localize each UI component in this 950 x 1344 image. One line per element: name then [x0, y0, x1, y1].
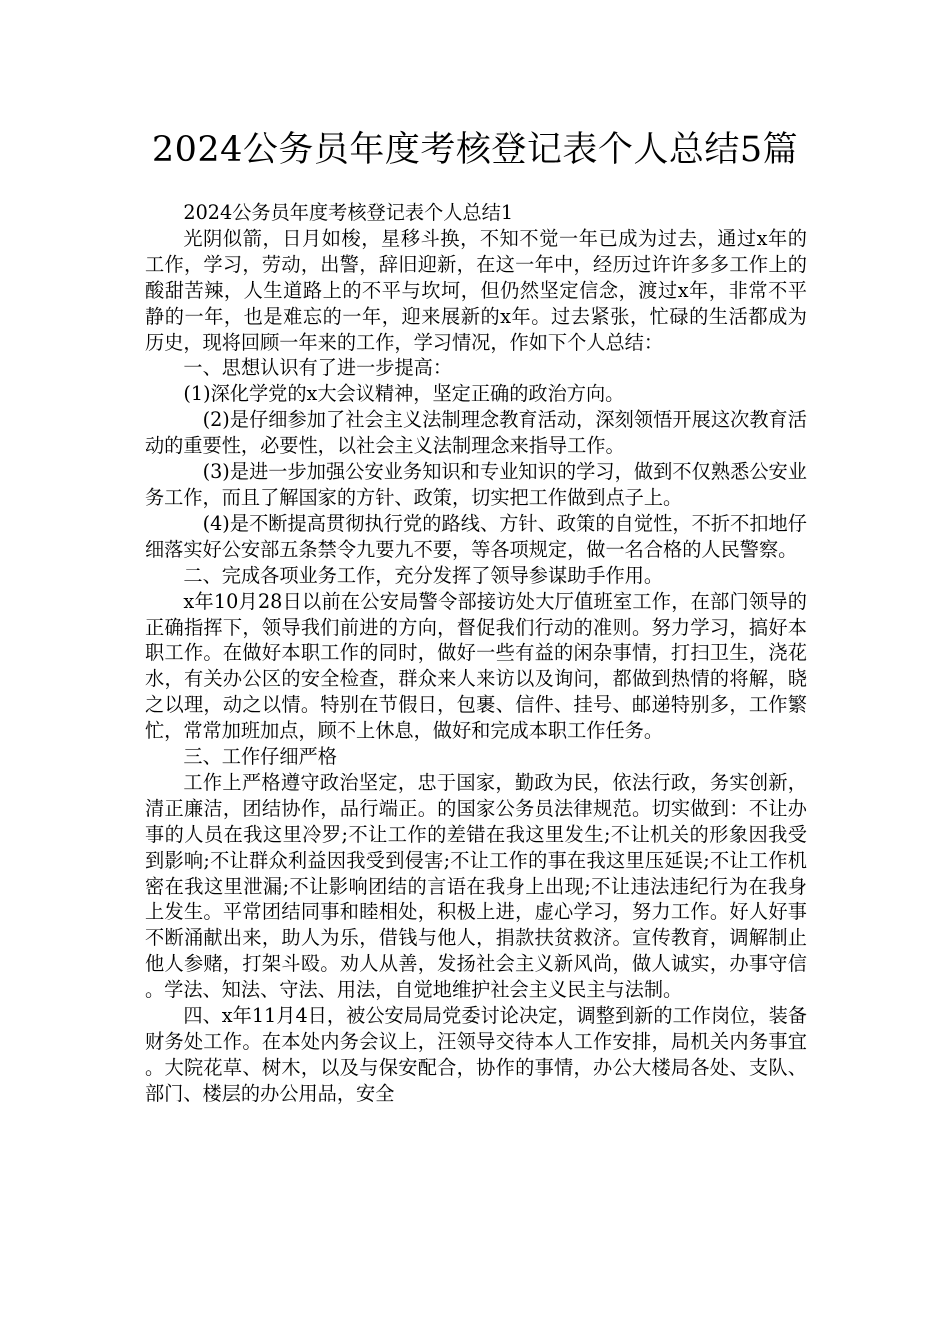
document-body: [145, 200, 807, 1107]
list-item-3: (3)是进一步加强公安业务知识和专业知识的学习，做到不仅熟悉公安业务工作，而且了解国家的方针、政策，切实把工作做到点子上。: [145, 460, 807, 509]
section-subtitle: 2024公务员年度考核登记表个人总结1: [183, 201, 514, 224]
paragraph-section-3: 工作上严格遵守政治坚定，忠于国家，勤政为民，依法行政，务实创新，清正廉洁，团结协作，品行端正。的国家公务员法律规范。切实做到：不让办事的人员在我这里冷罗;不让工作的差错在我这里发生;不让机关的形象因我受到影响;不让群众利益因我受到侵害;不让工作的事在我这里压延误;不让工作机密在我这里泄漏;不让影响团结的言语在我身上出现;不让违法违纪行为在我身上发生。平常团结同事和睦相处，积极上进，虚心学习，努力工作。好人好事不断涌献出来，助人为乐，借钱与他人，捐款扶贫救济。宣传教育，调解制止他人参赌，打架斗殴。劝人从善，发扬社会主义新风尚，做人诚实，办事守信。学法、知法、守法、用法，自觉地维护社会主义民主与法制。: [145, 770, 807, 1002]
paragraph-section-2: x年10月28日以前在公安局警令部接访处大厅值班室工作，在部门领导的正确指挥下，领导我们前进的方向，督促我们行动的准则。努力学习，搞好本职工作。在做好本职工作的同时，做好一些有益的闲杂事情，打扫卫生，浇花水，有关办公区的安全检查，群众来人来访以及询问，都做到热情的将解，晓之以理，动之以情。特别在节假日，包裹、信件、挂号、邮递特别多，工作繁忙，常常加班加点，顾不上休息，做好和完成本职工作任务。: [145, 589, 807, 743]
document-title: 2024公务员年度考核登记表个人总结5篇: [151, 130, 799, 170]
list-item-4: (4)是不断提高贯彻执行党的路线、方针、政策的自觉性，不折不扣地仔细落实好公安部五条禁令九要九不要，等各项规定，做一名合格的人民警察。: [145, 511, 807, 561]
heading-section-2: 二、完成各项业务工作，充分发挥了领导参谋助手作用。: [183, 563, 664, 587]
list-item-1: (1)深化学党的x大会议精神，坚定正确的政治方向。: [183, 382, 625, 406]
list-item-2: (2)是仔细参加了社会主义法制理念教育活动，深刻领悟开展这次教育活动的重要性，必要性，以社会主义法制理念来指导工作。: [145, 408, 807, 458]
paragraph-section-4: 四、x年11月4日，被公安局局党委讨论决定，调整到新的工作岗位，装备财务处工作。在本处内务会议上，汪领导交待本人工作安排，局机关内务事宜。大院花草、树木，以及与保安配合，协作的事情，办公大楼局各处、支队、部门、楼层的办公用品，安全: [145, 1004, 807, 1105]
paragraph-intro: 光阴似箭，日月如梭，星移斗换，不知不觉一年已成为过去，通过x年的工作，学习，劳动，出警，辞旧迎新，在这一年中，经历过许许多多工作上的酸甜苦辣，人生道路上的不平与坎坷，但仍然坚定信念，渡过x年，非常不平静的一年，也是难忘的一年，迎来展新的x年。过去紧张，忙碌的生活都成为历史，现将回顾一年来的工作，学习情况，作如下个人总结：: [145, 226, 807, 354]
heading-section-3: 三、工作仔细严格: [183, 745, 337, 769]
heading-section-1: 一、思想认识有了进一步提高：: [183, 356, 453, 380]
